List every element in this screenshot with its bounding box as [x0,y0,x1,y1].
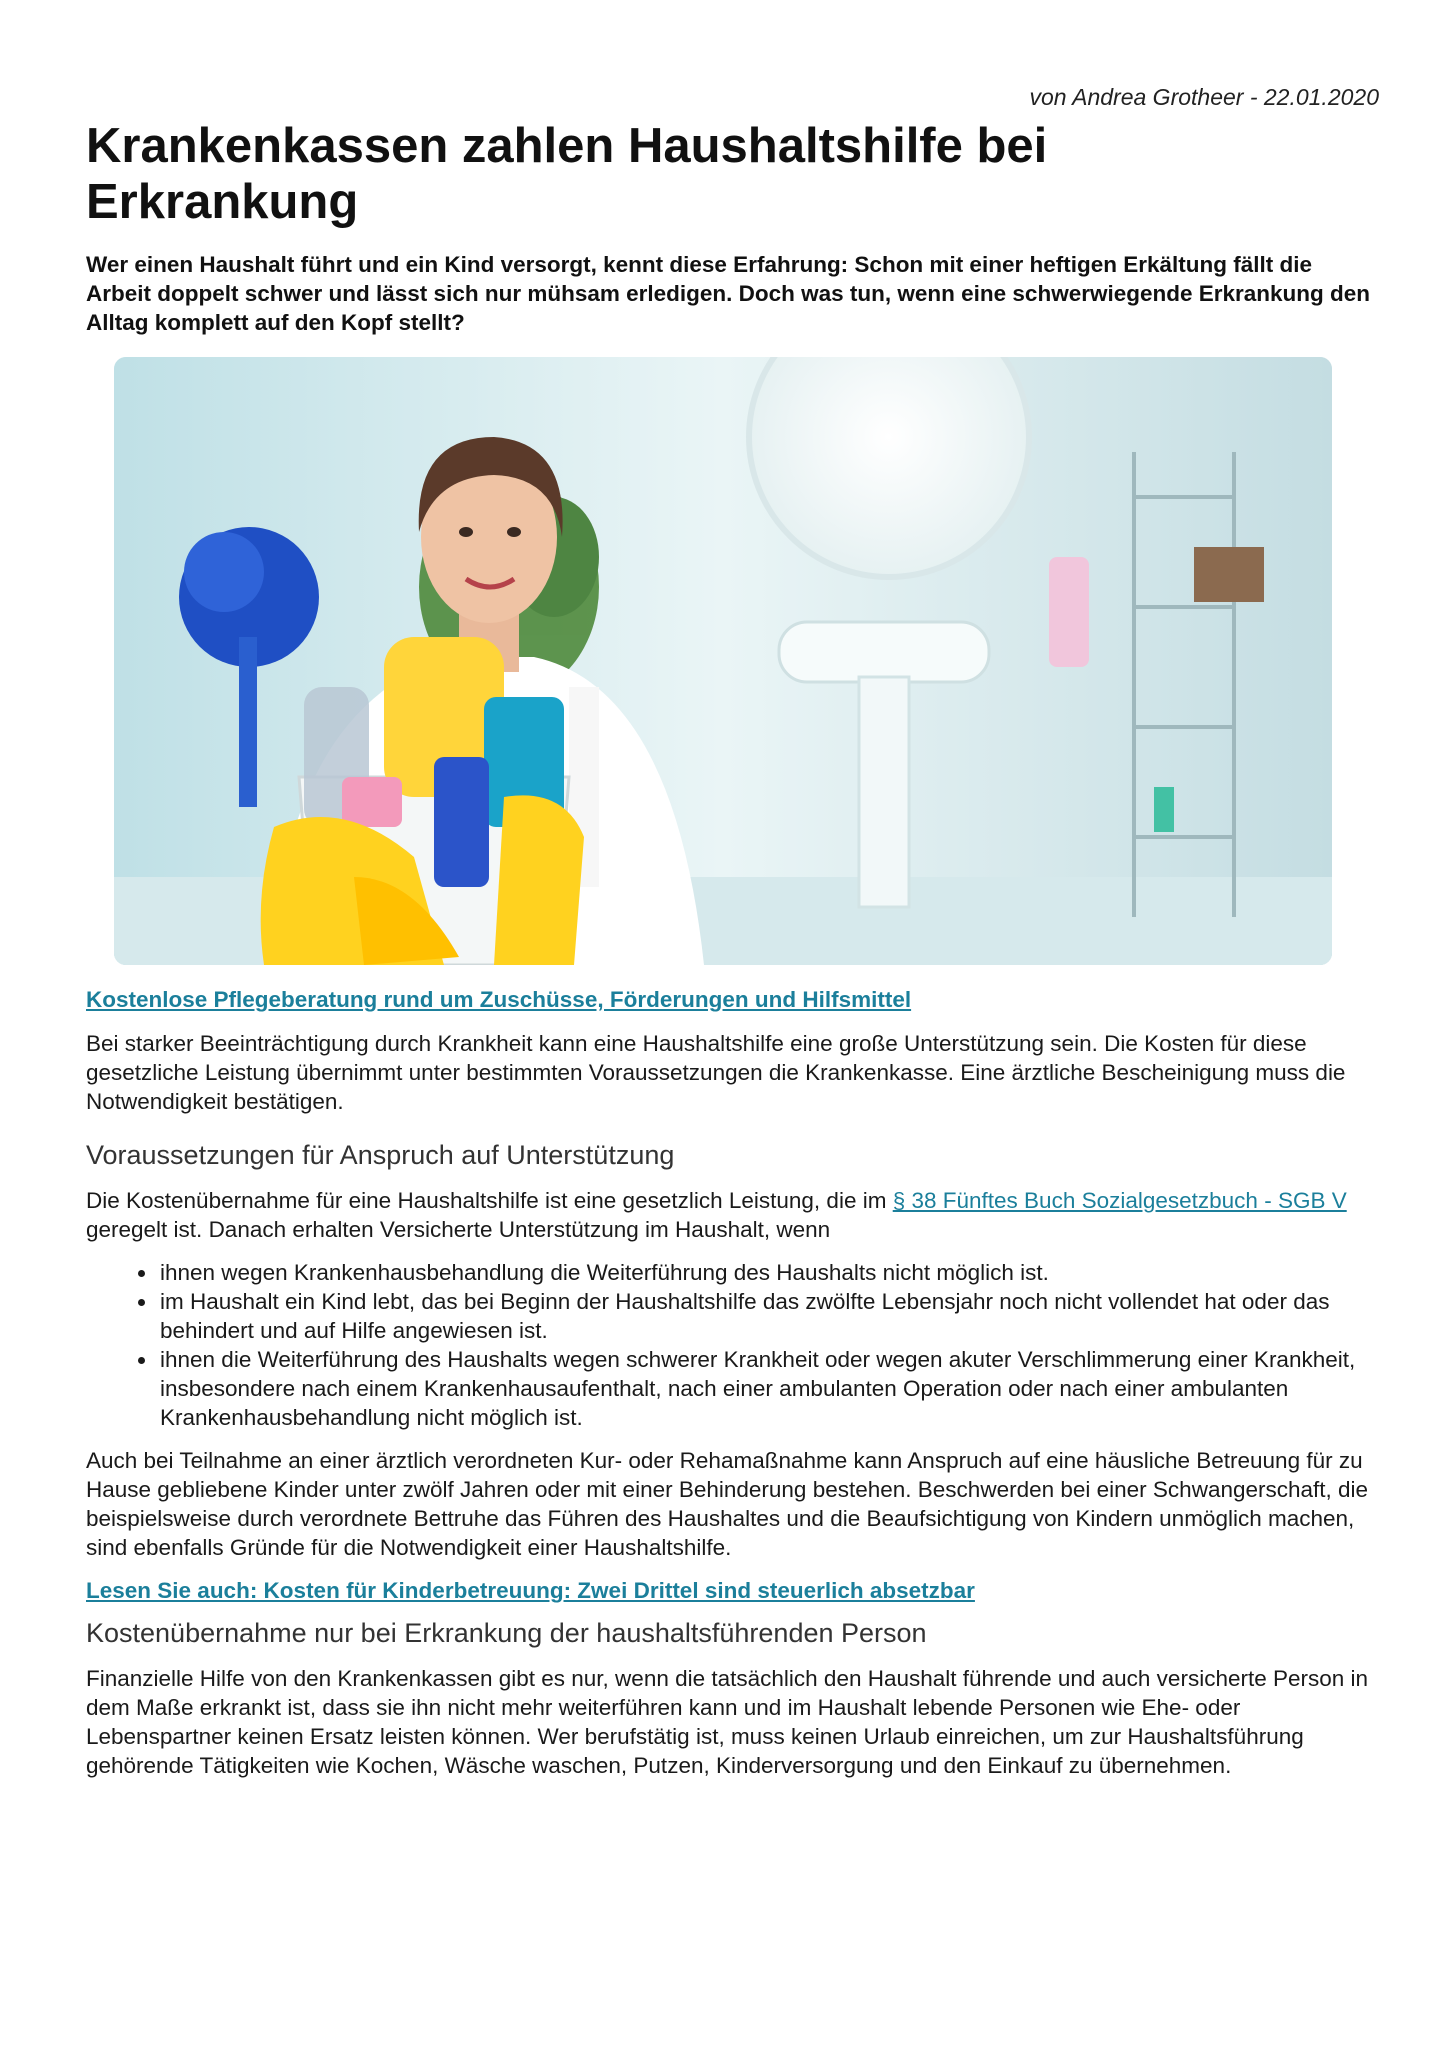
article-byline: von Andrea Grotheer - 22.01.2020 [1029,84,1379,110]
article [86,82,1376,1780]
paragraph-legal [86,1186,1376,1244]
paragraph-finanzielle-hilfe: Finanzielle Hilfe von den Krankenkassen gibt es nur, wenn die tatsächlich den Haushalt führende und auch versicherte Person in dem Maße erkrankt ist, dass sie ihn nicht mehr weiterführen kann und im Haushalt lebende Personen wie Ehe- oder Lebenspartner keinen Ersatz leisten können. Wer berufstätig ist, muss keinen Urlaub einreichen, um zur Haushaltsführung gehörende Tätigkeiten wie Kochen, Wäsche waschen, Putzen, Kinderversorgung und den Einkauf zu übernehmen. [86,1666,1369,1778]
pflegeberatung-link[interactable]: Kostenlose Pflegeberatung rund um Zuschüsse, Förderungen und Hilfsmittel [86,987,912,1012]
hero-image-cleaning-woman [114,357,1332,965]
kinderbetreuung-link[interactable]: Lesen Sie auch: Kosten für Kinderbetreuung: Zwei Drittel sind steuerlich absetzbar [86,1578,975,1603]
article-lead: Wer einen Haushalt führt und ein Kind versorgt, kennt diese Erfahrung: Schon mit einer heftigen Erkältung fällt die Arbeit doppelt schwer und lässt sich nur mühsam erledigen. Doch was tun, wenn eine schwerwiegende Erkrankung den Alltag komplett auf den Kopf stellt? [86,252,1371,335]
sgb-v-link[interactable]: § 38 Fünftes Buch Sozialgesetzbuch - SGB V [892,1188,1347,1213]
hero-illustration [114,357,1332,965]
heading-voraussetzungen: Voraussetzungen für Anspruch auf Unterstützung [86,1140,675,1170]
promo-link-line-2 [86,1576,1376,1606]
article-title: Krankenkassen zahlen Haushaltshilfe bei Erkrankung [86,119,1048,229]
paragraph-legal-start: Die Kostenübernahme für eine Haushaltshilfe ist eine gesetzlich Leistung, die im [86,1188,893,1213]
list-item: • ihnen die Weiterführung des Haushalts wegen schwerer Krankheit oder wegen akuter Verschlimmerung einer Krankheit, insbesondere nach einem Krankenhausaufenthalt, nach einer ambulanten Operation oder nach einer ambulanten Krankenhausbehandlung nicht möglich ist. [158,1345,1376,1432]
heading-kostenuebernahme: Kostenübernahme nur bei Erkrankung der haushaltsführenden Person [86,1618,927,1648]
list-item: • im Haushalt ein Kind lebt, das bei Beginn der Haushaltshilfe das zwölfte Lebensjahr noch nicht vollendet hat oder das behindert und auf Hilfe angewiesen ist. [158,1287,1376,1345]
paragraph-intro: Bei starker Beeinträchtigung durch Krankheit kann eine Haushaltshilfe eine große Unterstützung sein. Die Kosten für diese gesetzliche Leistung übernimmt unter bestimmten Voraussetzungen die Krankenkasse. Eine ärztliche Bescheinigung muss die Notwendigkeit bestätigen. [86,1031,1346,1114]
paragraph-legal-end: geregelt ist. Danach erhalten Versicherte Unterstützung im Haushalt, wenn [86,1217,831,1242]
conditions-list [86,1258,1376,1432]
promo-link-line-1 [86,985,1376,1015]
list-item: • ihnen wegen Krankenhausbehandlung die Weiterführung des Haushalts nicht möglich ist. [158,1258,1376,1287]
paragraph-kur: Auch bei Teilnahme an einer ärztlich verordneten Kur- oder Rehamaßnahme kann Anspruch auf eine häusliche Betreuung für zu Hause gebliebene Kinder unter zwölf Jahren oder mit einer Behinderung bestehen. Beschwerden bei einer Schwangerschaft, die beispielsweise durch verordnete Bettruhe das Führen des Haushaltes und die Beaufsichtigung von Kindern unmöglich machen, sind ebenfalls Gründe für die Notwendigkeit einer Haushaltshilfe. [86,1448,1369,1560]
